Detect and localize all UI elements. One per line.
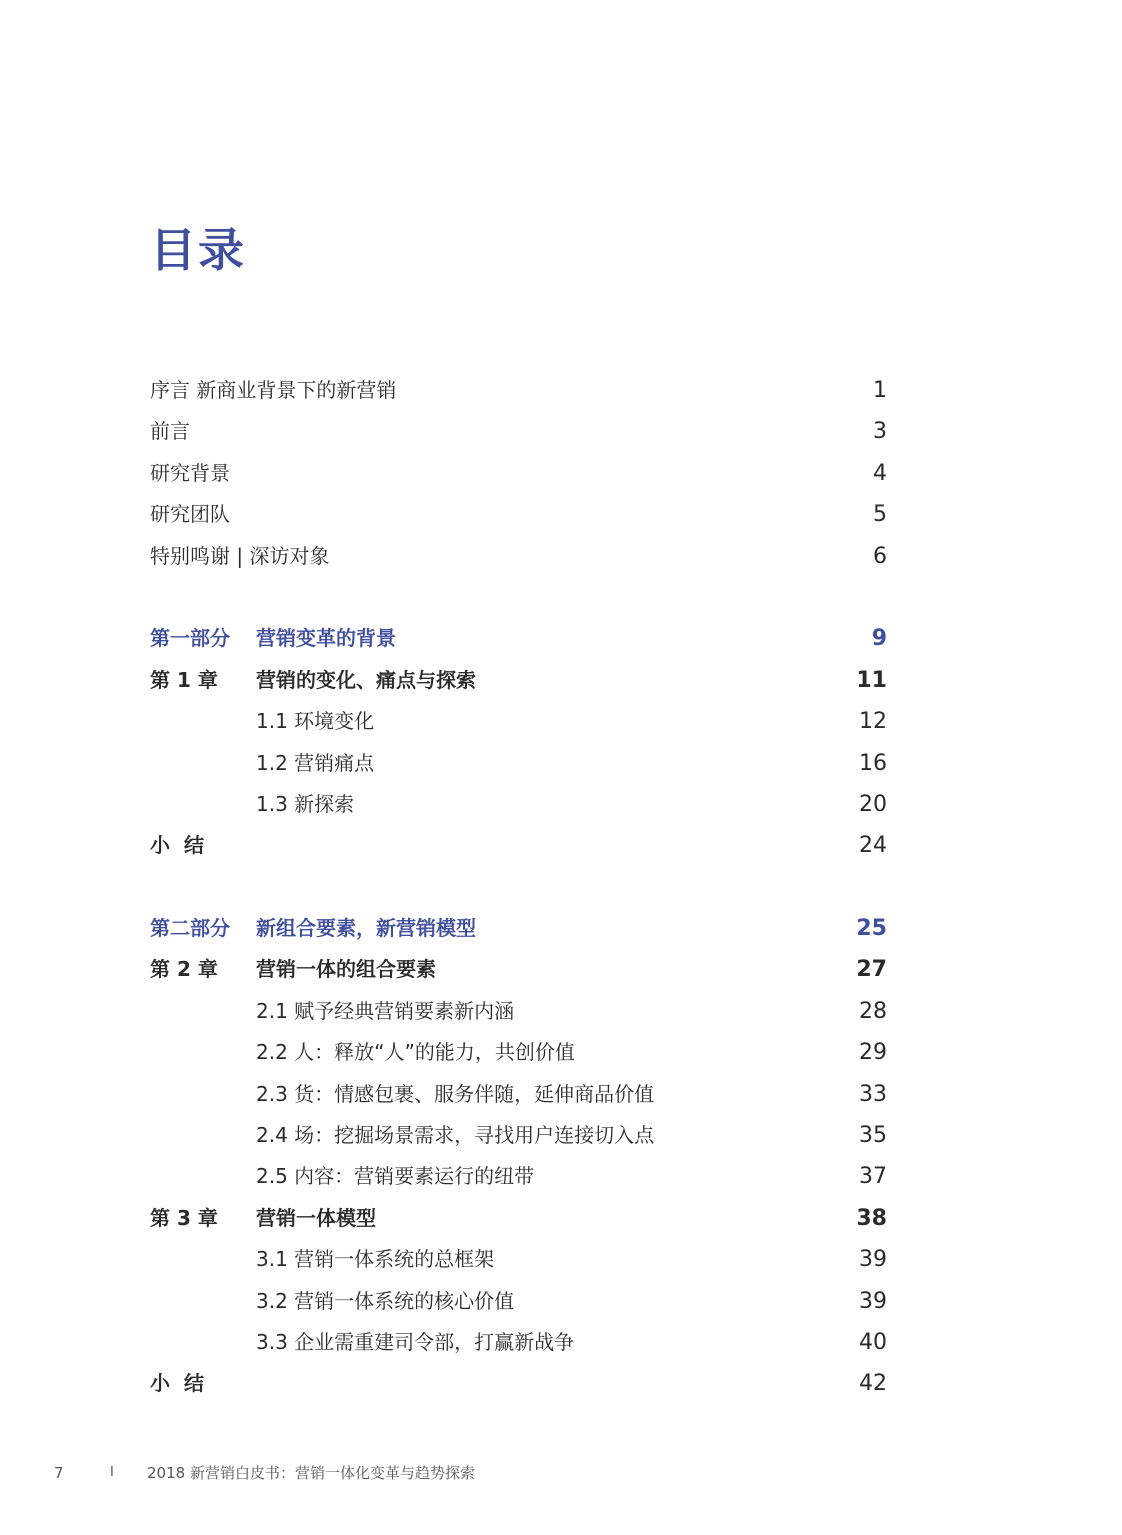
- toc-entry-page: 12: [859, 709, 887, 735]
- section-label: 1.3 新探索: [256, 791, 355, 816]
- toc-entry-team[interactable]: [0, 494, 1122, 535]
- toc-section[interactable]: [0, 1322, 1122, 1363]
- toc-section[interactable]: [0, 1032, 1122, 1073]
- toc-entry-page: 6: [873, 543, 887, 569]
- section-label: 2.5 内容：营销要素运行的纽带: [256, 1164, 535, 1189]
- toc-entry-label: 序言 新商业背景下的新营销: [150, 378, 397, 402]
- toc-entry-page: 16: [859, 750, 887, 776]
- toc-section[interactable]: [0, 1239, 1122, 1280]
- section-label: 2.4 场：挖掘场景需求，寻找用户连接切入点: [256, 1123, 655, 1148]
- toc-entry-label: 研究团队: [150, 502, 230, 527]
- toc-entry-page: 20: [859, 791, 887, 817]
- summary-label: 小结: [150, 1371, 218, 1396]
- toc-entry-page: 42: [859, 1371, 887, 1397]
- summary-label: 小结: [150, 833, 218, 858]
- section-label: 2.3 货：情感包裹、服务伴随，延伸商品价值: [256, 1081, 655, 1106]
- toc-section[interactable]: [0, 743, 1122, 784]
- toc-section[interactable]: [0, 1074, 1122, 1115]
- table-of-contents: [0, 370, 1122, 1405]
- toc-entry-background[interactable]: [0, 453, 1122, 494]
- toc-chapter-1[interactable]: [0, 660, 1122, 701]
- toc-entry-page: 25: [856, 916, 887, 942]
- chapter-number: 第 3 章: [150, 1205, 218, 1230]
- toc-entry-page: 37: [859, 1164, 887, 1190]
- footer-page-number: 7: [54, 1464, 64, 1482]
- page-footer: [0, 1461, 1122, 1485]
- section-label: 1.1 环境变化: [256, 709, 375, 734]
- toc-entry-page: 4: [873, 460, 887, 486]
- footer-document-title: 2018 新营销白皮书：营销一体化变革与趋势探索: [147, 1464, 475, 1482]
- chapter-number: 第 2 章: [150, 957, 218, 982]
- toc-section[interactable]: [0, 1281, 1122, 1322]
- toc-entry-page: 24: [859, 833, 887, 859]
- section-label: 1.2 营销痛点: [256, 750, 375, 775]
- toc-part-1[interactable]: [0, 618, 1122, 659]
- toc-entry-page: 5: [873, 502, 887, 528]
- toc-entry-page: 28: [859, 998, 887, 1024]
- toc-chapter-3[interactable]: [0, 1198, 1122, 1239]
- toc-entry-page: 40: [859, 1329, 887, 1355]
- toc-entry-preface[interactable]: [0, 370, 1122, 411]
- section-label: 3.3 企业需重建司令部，打赢新战争: [256, 1329, 575, 1354]
- part-title: 营销变革的背景: [256, 626, 396, 651]
- footer-separator: I: [110, 1465, 114, 1480]
- toc-entry-page: 1: [873, 378, 887, 403]
- toc-entry-page: 3: [873, 419, 887, 445]
- toc-entry-page: 27: [856, 957, 887, 983]
- toc-entry-label: 前言: [150, 419, 190, 444]
- section-label: 3.1 营销一体系统的总框架: [256, 1247, 495, 1272]
- section-label: 2.2 人：释放“人”的能力，共创价值: [256, 1040, 575, 1065]
- chapter-title: 营销一体的组合要素: [256, 957, 436, 982]
- toc-entry-label: 特别鸣谢 | 深访对象: [150, 543, 330, 568]
- page-title: 目录: [150, 223, 246, 277]
- chapter-number: 第 1 章: [150, 667, 218, 692]
- toc-section[interactable]: [0, 784, 1122, 825]
- toc-entry-label: 研究背景: [150, 460, 230, 485]
- chapter-title: 营销一体模型: [256, 1205, 376, 1230]
- toc-entry-page: 33: [859, 1081, 887, 1107]
- toc-entry-page: 39: [859, 1247, 887, 1273]
- toc-entry-page: 11: [856, 667, 887, 693]
- part-number: 第二部分: [150, 916, 230, 941]
- toc-section[interactable]: [0, 701, 1122, 742]
- toc-entry-acknowledgements[interactable]: [0, 536, 1122, 577]
- toc-part-2[interactable]: [0, 908, 1122, 949]
- toc-entry-page: 9: [871, 626, 887, 652]
- toc-entry-page: 35: [859, 1123, 887, 1149]
- part-title: 新组合要素，新营销模型: [256, 916, 476, 941]
- chapter-title: 营销的变化、痛点与探索: [256, 667, 476, 692]
- toc-chapter-2[interactable]: [0, 949, 1122, 990]
- toc-section[interactable]: [0, 1115, 1122, 1156]
- toc-section[interactable]: [0, 991, 1122, 1032]
- toc-entry-page: 38: [856, 1205, 887, 1231]
- toc-summary-part-2[interactable]: [0, 1363, 1122, 1404]
- toc-entry-page: 29: [859, 1040, 887, 1066]
- toc-entry-foreword[interactable]: [0, 411, 1122, 452]
- toc-section[interactable]: [0, 1156, 1122, 1197]
- toc-entry-page: 39: [859, 1288, 887, 1314]
- toc-summary-part-1[interactable]: [0, 825, 1122, 866]
- section-label: 2.1 赋予经典营销要素新内涵: [256, 998, 515, 1023]
- part-number: 第一部分: [150, 626, 230, 651]
- section-label: 3.2 营销一体系统的核心价值: [256, 1288, 515, 1313]
